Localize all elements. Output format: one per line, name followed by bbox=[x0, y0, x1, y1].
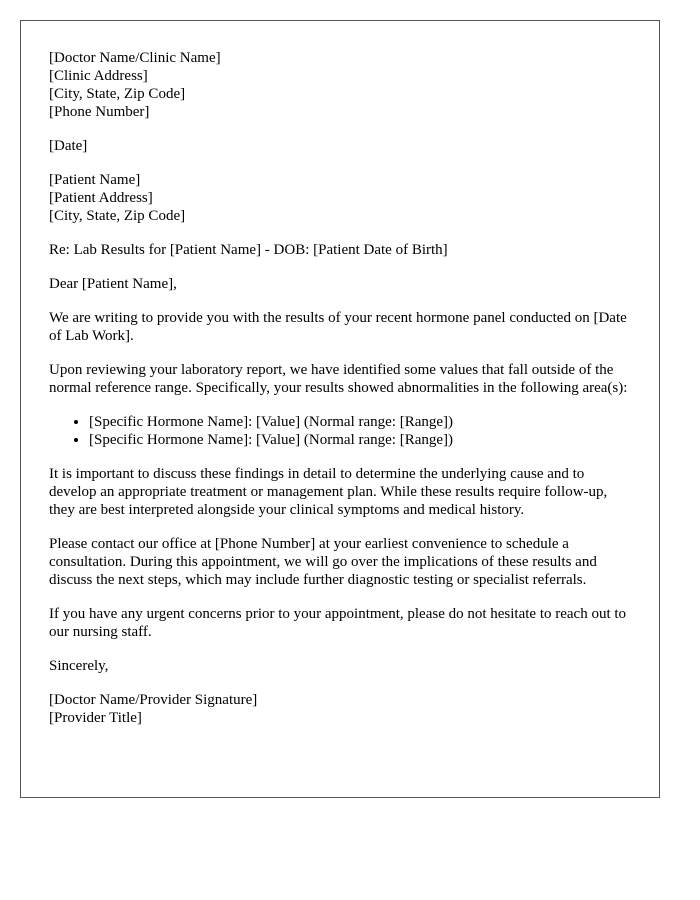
list-item: • [Specific Hormone Name]: [Value] (Normal range: [Range]) bbox=[89, 413, 631, 431]
letter-date: [Date] bbox=[49, 138, 88, 154]
urgent-paragraph: If you have any urgent concerns prior to your appointment, please do not hesitate to reach out to our nursing staff. bbox=[49, 606, 627, 640]
salutation: Dear [Patient Name], bbox=[49, 276, 177, 292]
closing: Sincerely, bbox=[49, 658, 109, 674]
intro-paragraph: We are writing to provide you with the results of your recent hormone panel conducted on [Date of Lab Work]. bbox=[49, 310, 627, 344]
findings-paragraph: Upon reviewing your laboratory report, we have identified some values that fall outside of the normal reference range. Specifically, your results showed abnormalities in the following area(s): bbox=[49, 362, 628, 396]
results-list bbox=[49, 413, 631, 449]
recipient-block bbox=[49, 171, 631, 225]
contact-paragraph: Please contact our office at [Phone Number] at your earliest convenience to schedule a consultation. During this appointment, we will go over the implications of these results and discuss the next steps, which may include further diagnostic testing or specialist referrals. bbox=[49, 536, 597, 588]
sender-address: [Clinic Address] bbox=[49, 68, 148, 84]
recipient-name: [Patient Name] bbox=[49, 172, 141, 188]
recipient-address: [Patient Address] bbox=[49, 190, 153, 206]
sender-city-state-zip: [City, State, Zip Code] bbox=[49, 86, 186, 102]
signature-block bbox=[49, 691, 631, 727]
importance-paragraph: It is important to discuss these findings in detail to determine the underlying cause and to develop an appropriate treatment or management plan. While these results require follow-up, they are best interpreted alongside your clinical symptoms and medical history. bbox=[49, 466, 608, 518]
sender-block bbox=[49, 49, 631, 121]
letter-page bbox=[20, 20, 660, 798]
list-item: • [Specific Hormone Name]: [Value] (Normal range: [Range]) bbox=[89, 431, 631, 449]
recipient-city-state-zip: [City, State, Zip Code] bbox=[49, 208, 186, 224]
signature-title: [Provider Title] bbox=[49, 710, 142, 726]
sender-phone: [Phone Number] bbox=[49, 104, 150, 120]
subject-line: Re: Lab Results for [Patient Name] - DOB: [Patient Date of Birth] bbox=[49, 242, 448, 258]
sender-name: [Doctor Name/Clinic Name] bbox=[49, 50, 221, 66]
signature-name: [Doctor Name/Provider Signature] bbox=[49, 692, 258, 708]
